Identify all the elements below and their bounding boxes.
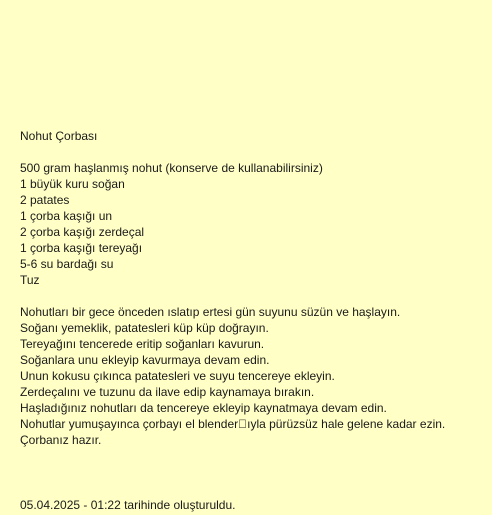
instruction-step: Tereyağını tencerede eritip soğanları kavurun. [20, 337, 265, 351]
instruction-step: Haşladığınız nohutları da tencereye ekleyip kaynatmaya devam edin. [20, 401, 387, 415]
ingredient-item: 1 büyük kuru soğan [20, 177, 125, 191]
ingredient-item: 500 gram haşlanmış nohut (konserve de kullanabilirsiniz) [20, 161, 323, 175]
created-timestamp: 05.04.2025 - 01:22 tarihinde oluşturuldu. [20, 498, 236, 512]
ingredient-item: 2 çorba kaşığı zerdeçal [20, 225, 145, 239]
ingredient-item: 1 çorba kaşığı tereyağı [20, 241, 143, 255]
instruction-step: Unun kokusu çıkınca patatesleri ve suyu tencereye ekleyin. [20, 369, 335, 383]
instruction-step: Zerdeçalını ve tuzunu da ilave edip kaynamaya bırakın. [20, 385, 315, 399]
ingredient-item: 1 çorba kaşığı un [20, 209, 113, 223]
recipe-title: Nohut Çorbası [20, 129, 98, 143]
instruction-step: Soğanı yemeklik, patatesleri küp küp doğrayın. [20, 321, 269, 335]
ingredient-item: Tuz [20, 273, 40, 287]
instruction-step: Nohutları bir gece önceden ıslatıp ertesi gün suyunu süzün ve haşlayın. [20, 305, 401, 319]
instruction-step: Çorbanız hazır. [20, 433, 102, 447]
ingredient-item: 2 patates [20, 193, 70, 207]
ingredient-item: 5-6 su bardağı su [20, 257, 114, 271]
instruction-step: Soğanlara unu ekleyip kavurmaya devam edin. [20, 353, 270, 367]
instruction-step: Nohutlar yumuşayınca çorbayı el blender ıyla pürüzsüz hale gelene kadar ezin. [20, 417, 446, 431]
